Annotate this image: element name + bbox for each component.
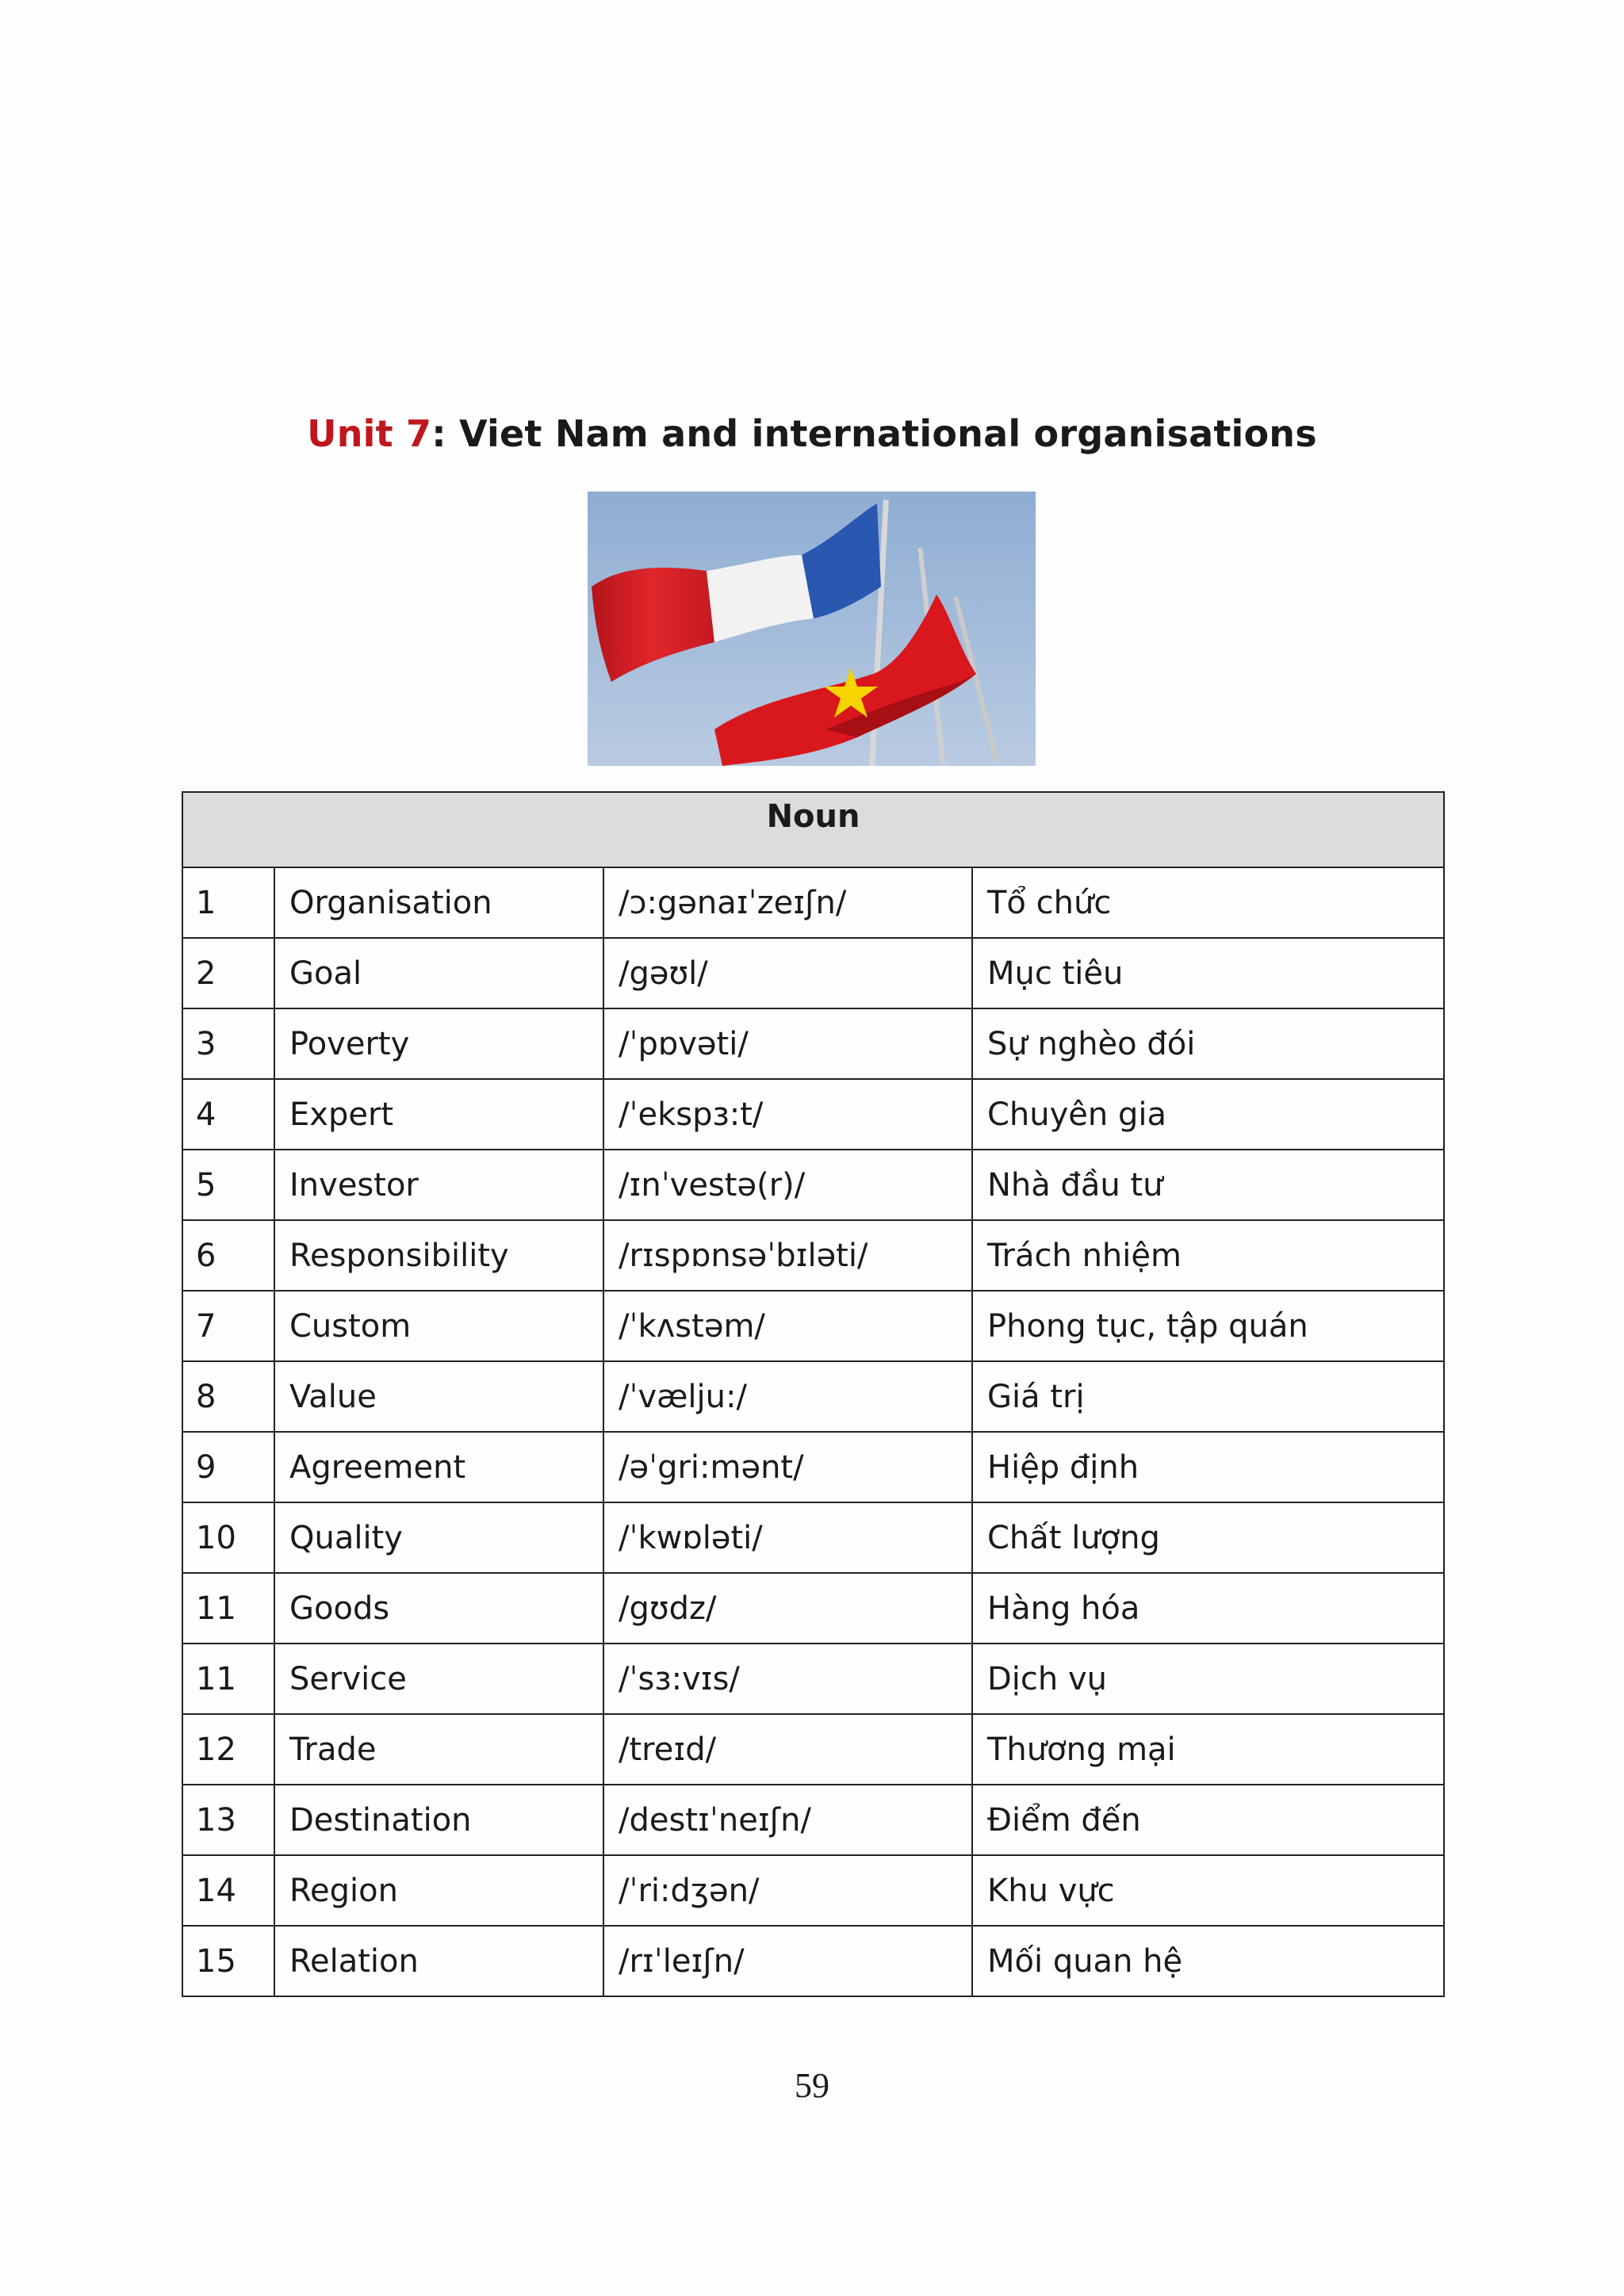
row-ipa: /rɪspɒnsəˈbɪləti/ [603,1220,972,1291]
row-meaning: Giá trị [972,1361,1444,1432]
row-number: 15 [182,1926,274,1996]
row-word: Agreement [274,1432,603,1502]
row-meaning: Sự nghèo đói [972,1008,1444,1079]
row-word: Expert [274,1079,603,1150]
row-word: Destination [274,1785,603,1855]
row-meaning: Khu vực [972,1855,1444,1926]
row-number: 5 [182,1150,274,1220]
row-word: Goal [274,938,603,1008]
row-meaning: Chất lượng [972,1502,1444,1573]
row-word: Quality [274,1502,603,1573]
table-header-row [182,792,1444,867]
table-row [182,1926,1444,1996]
table-row [182,938,1444,1008]
vocabulary-table [182,791,1445,1997]
row-ipa: /ˈkwɒləti/ [603,1502,972,1573]
row-word: Trade [274,1714,603,1785]
row-ipa: /ˈpɒvəti/ [603,1008,972,1079]
row-number: 3 [182,1008,274,1079]
row-number: 6 [182,1220,274,1291]
row-meaning: Mối quan hệ [972,1926,1444,1996]
row-word: Relation [274,1926,603,1996]
france-vietnam-flags-icon [588,492,1036,766]
row-ipa: /ɪnˈvestə(r)/ [603,1150,972,1220]
row-ipa: /ɔ:gənaɪˈzeɪʃn/ [603,867,972,938]
row-word: Investor [274,1150,603,1220]
row-number: 8 [182,1361,274,1432]
unit-label: Unit 7 [307,412,432,455]
page-number: 59 [795,2066,829,2105]
row-meaning: Hàng hóa [972,1573,1444,1644]
row-number: 11 [182,1573,274,1644]
row-number: 2 [182,938,274,1008]
row-number: 7 [182,1291,274,1361]
row-number: 14 [182,1855,274,1926]
row-meaning: Tổ chức [972,867,1444,938]
row-meaning: Hiệp định [972,1432,1444,1502]
row-ipa: /ˈkʌstəm/ [603,1291,972,1361]
row-ipa: /ˈsɜ:vɪs/ [603,1644,972,1714]
row-ipa: /treɪd/ [603,1714,972,1785]
table-row [182,1291,1444,1361]
row-ipa: /ˈvælju:/ [603,1361,972,1432]
row-number: 12 [182,1714,274,1785]
row-meaning: Thương mại [972,1714,1444,1785]
table-row [182,1785,1444,1855]
table-row [182,1150,1444,1220]
table-row [182,1432,1444,1502]
row-meaning: Mục tiêu [972,938,1444,1008]
flags-photo [588,492,1036,766]
row-ipa: /gəʊl/ [603,938,972,1008]
row-ipa: /rɪˈleɪʃn/ [603,1926,972,1996]
row-number: 11 [182,1644,274,1714]
row-ipa: /destɪˈneɪʃn/ [603,1785,972,1855]
table-row [182,1855,1444,1926]
row-ipa: /əˈgri:mənt/ [603,1432,972,1502]
table-row [182,1008,1444,1079]
table-row [182,1714,1444,1785]
table-row [182,1644,1444,1714]
row-number: 13 [182,1785,274,1855]
table-row [182,1220,1444,1291]
row-meaning: Dịch vụ [972,1644,1444,1714]
row-number: 1 [182,867,274,938]
row-meaning: Điểm đến [972,1785,1444,1855]
table-row [182,1361,1444,1432]
row-word: Responsibility [274,1220,603,1291]
row-meaning: Trách nhiệm [972,1220,1444,1291]
unit-title-text: : Viet Nam and international organisations [431,412,1317,455]
row-meaning: Nhà đầu tư [972,1150,1444,1220]
row-meaning: Chuyên gia [972,1079,1444,1150]
table-row [182,867,1444,938]
table-row [182,1573,1444,1644]
table-header-noun: Noun [182,792,1444,867]
row-ipa: /gʊdz/ [603,1573,972,1644]
row-word: Goods [274,1573,603,1644]
row-word: Value [274,1361,603,1432]
row-ipa: /ˈri:dʒən/ [603,1855,972,1926]
row-word: Organisation [274,867,603,938]
row-word: Poverty [274,1008,603,1079]
row-meaning: Phong tục, tập quán [972,1291,1444,1361]
table-row [182,1079,1444,1150]
row-word: Region [274,1855,603,1926]
row-word: Service [274,1644,603,1714]
page-title [0,412,1624,455]
row-word: Custom [274,1291,603,1361]
row-number: 9 [182,1432,274,1502]
row-number: 4 [182,1079,274,1150]
table-row [182,1502,1444,1573]
row-number: 10 [182,1502,274,1573]
row-ipa: /ˈekspɜ:t/ [603,1079,972,1150]
